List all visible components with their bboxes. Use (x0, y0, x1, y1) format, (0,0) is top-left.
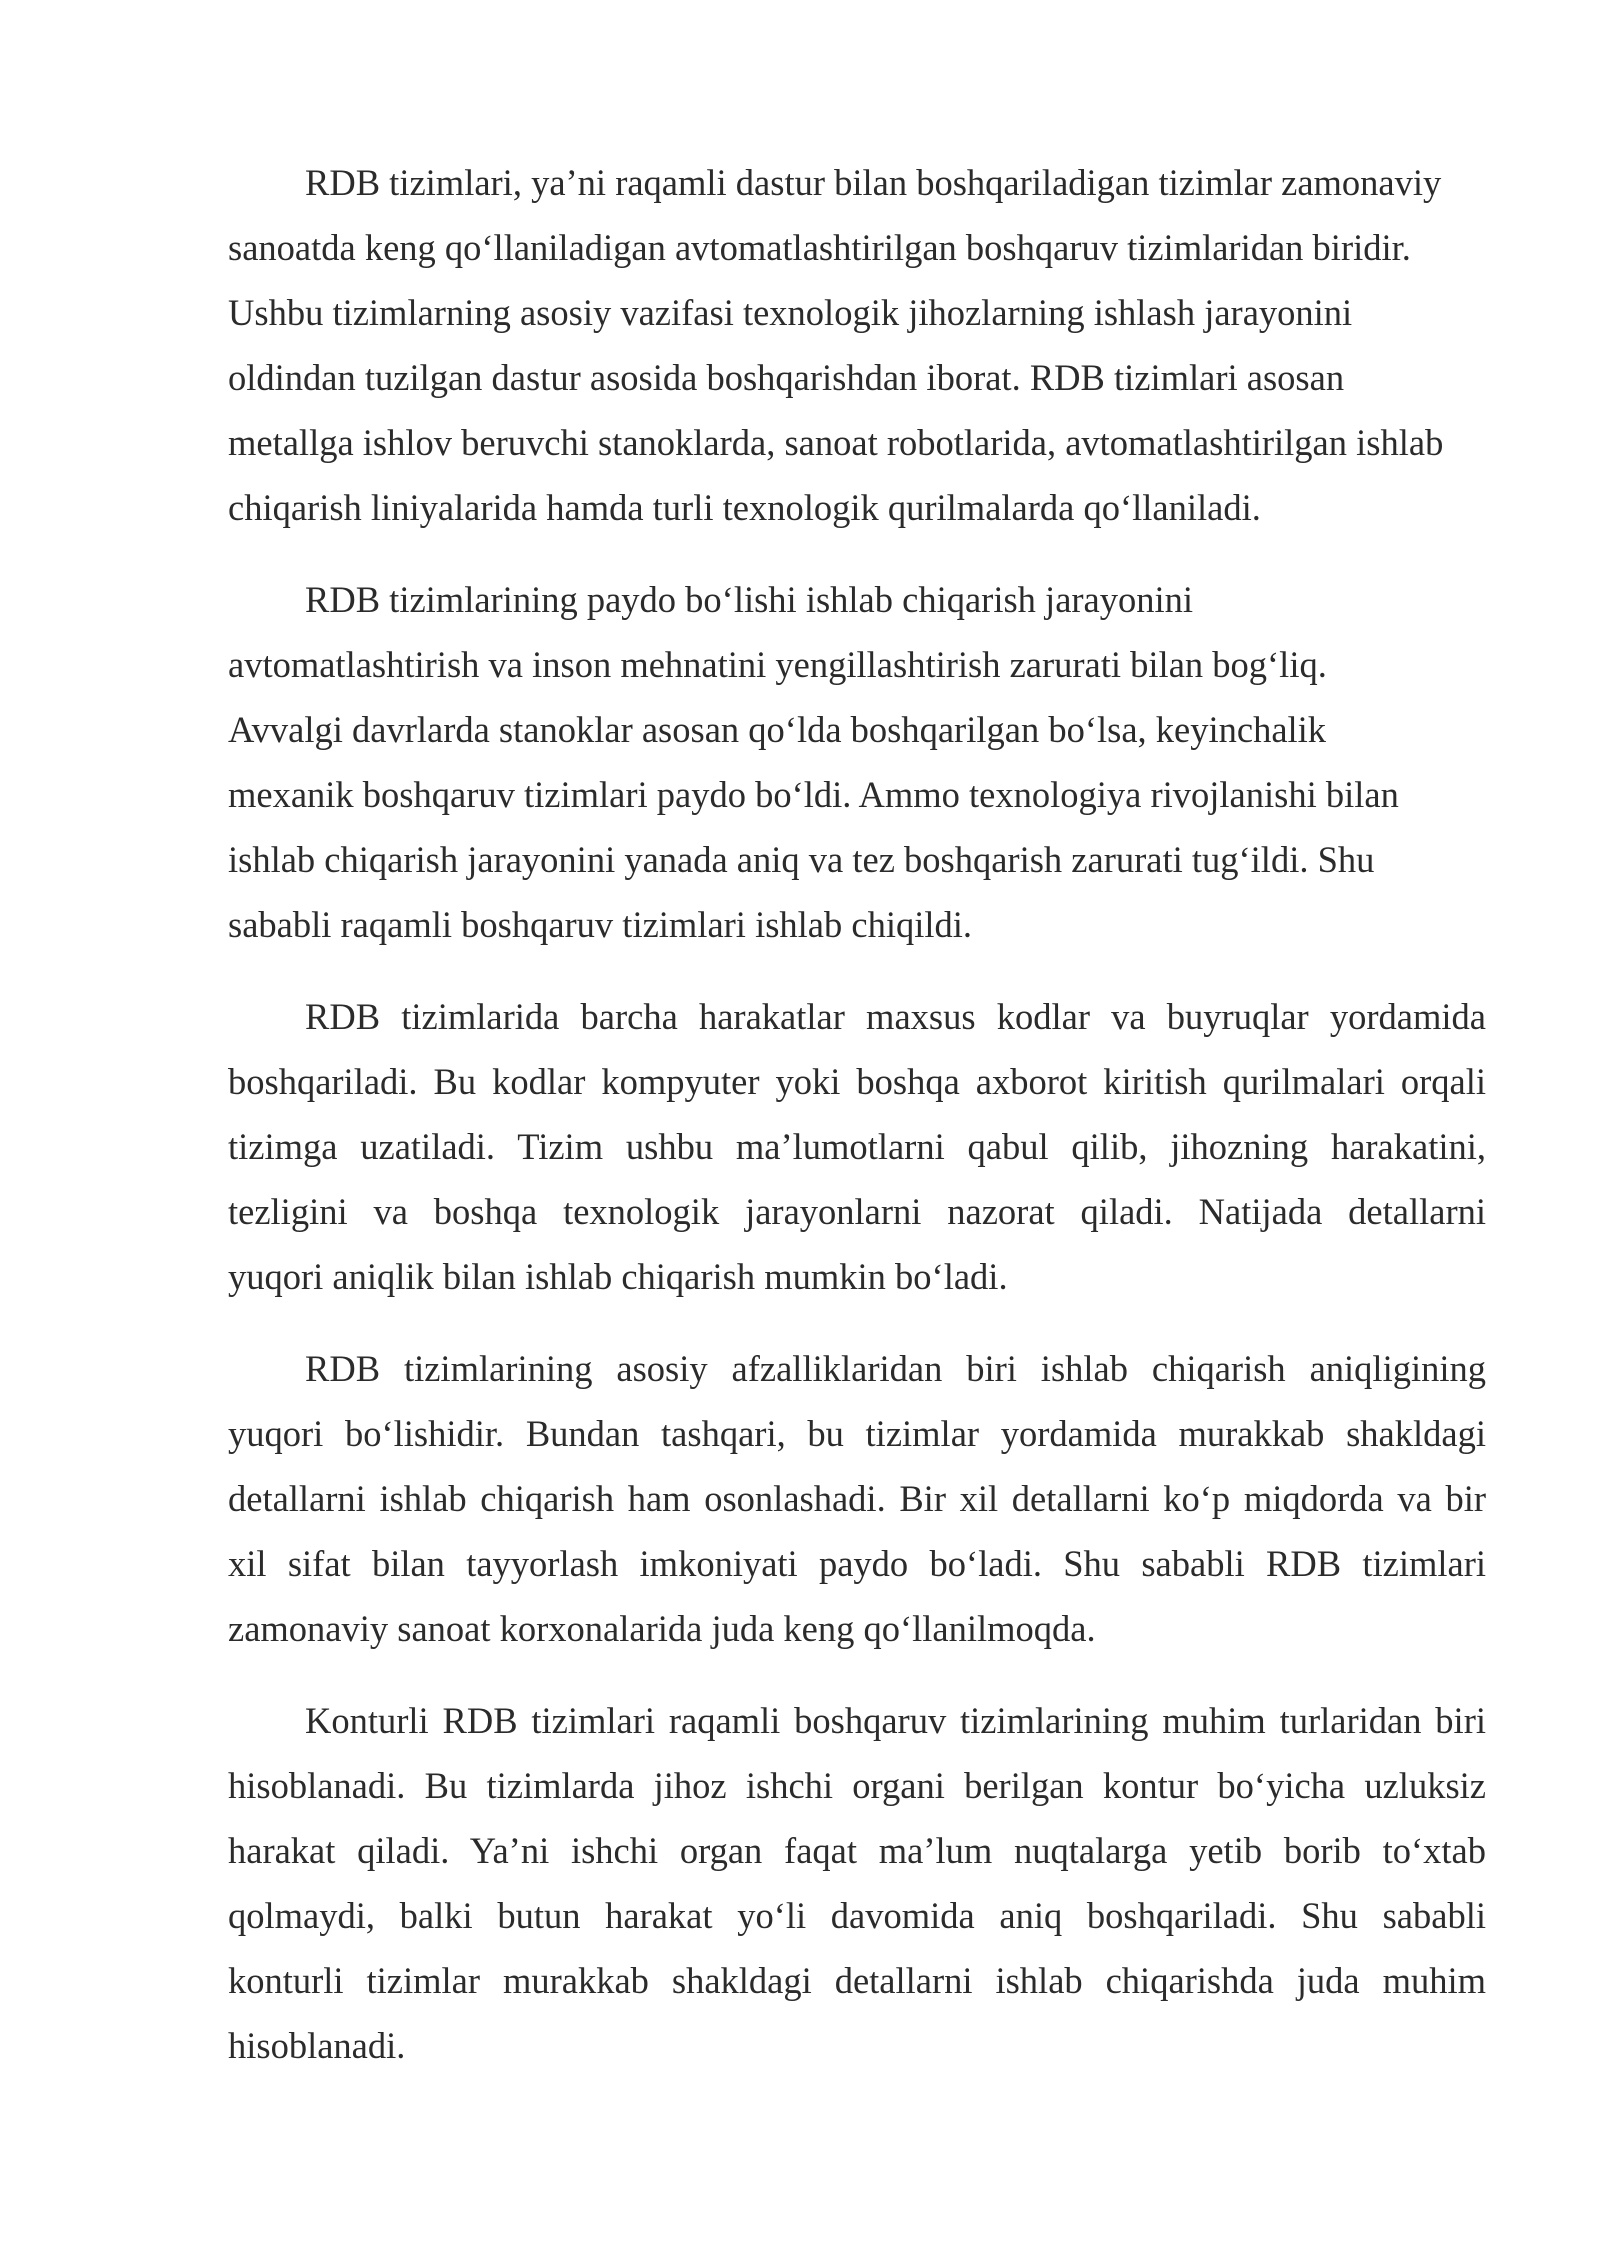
text-line: RDB tizimlari, ya’ni raqamli dastur bilan boshqariladigan tizimlar zamonaviy (305, 162, 1442, 203)
paragraph-contour-rdb (228, 1688, 1486, 2078)
paragraph-rdb-origin (228, 567, 1486, 957)
paragraph-rdb-definition (228, 150, 1486, 540)
text-line: Ushbu tizimlarning asosiy vazifasi texnologik jihozlarning ishlash jarayonini (228, 292, 1353, 333)
text-line: oldindan tuzilgan dastur asosida boshqarishdan iborat. RDB tizimlari asosan (228, 357, 1345, 398)
text-line: harakat qiladi. Ya’ni ishchi organ faqat ma’lum nuqtalarga yetib borib to‘xtab (228, 1830, 1486, 1871)
text-line: metallga ishlov beruvchi stanoklarda, sanoat robotlarida, avtomatlashtirilgan ishlab (228, 422, 1444, 463)
paragraph-rdb-control (228, 984, 1486, 1309)
text-line: hisoblanadi. Bu tizimlarda jihoz ishchi organi berilgan kontur bo‘yicha uzluksiz (228, 1765, 1486, 1806)
document-body (228, 150, 1486, 2105)
text-line: RDB tizimlarining paydo bo‘lishi ishlab chiqarish jarayonini (305, 579, 1194, 620)
text-line: RDB tizimlarida barcha harakatlar maxsus kodlar va buyruqlar yordamida (305, 996, 1486, 1037)
text-line: sanoatda keng qo‘llaniladigan avtomatlashtirilgan boshqaruv tizimlaridan biridir. (228, 227, 1411, 268)
text-line: Avvalgi davrlarda stanoklar asosan qo‘lda boshqarilgan bo‘lsa, keyinchalik (228, 709, 1327, 750)
text-line: Konturli RDB tizimlari raqamli boshqaruv tizimlarining muhim turlaridan biri (305, 1700, 1486, 1741)
text-line: detallarni ishlab chiqarish ham osonlashadi. Bir xil detallarni ko‘p miqdorda va bir (228, 1478, 1486, 1519)
text-line: tezligini va boshqa texnologik jarayonlarni nazorat qiladi. Natijada detallarni (228, 1191, 1486, 1232)
text-line: tizimga uzatiladi. Tizim ushbu ma’lumotlarni qabul qilib, jihozning harakatini, (228, 1126, 1486, 1167)
paragraph-rdb-advantages (228, 1336, 1486, 1661)
text-line: ishlab chiqarish jarayonini yanada aniq va tez boshqarish zarurati tug‘ildi. Shu (228, 839, 1375, 880)
text-line: yuqori aniqlik bilan ishlab chiqarish mumkin bo‘ladi. (228, 1256, 1008, 1297)
text-line: yuqori bo‘lishidir. Bundan tashqari, bu tizimlar yordamida murakkab shakldagi (228, 1413, 1486, 1454)
text-line: xil sifat bilan tayyorlash imkoniyati paydo bo‘ladi. Shu sababli RDB tizimlari (228, 1543, 1486, 1584)
text-line: mexanik boshqaruv tizimlari paydo bo‘ldi. Ammo texnologiya rivojlanishi bilan (228, 774, 1399, 815)
text-line: qolmaydi, balki butun harakat yo‘li davomida aniq boshqariladi. Shu sababli (228, 1895, 1486, 1936)
text-line: RDB tizimlarining asosiy afzalliklaridan biri ishlab chiqarish aniqligining (305, 1348, 1486, 1389)
text-line: boshqariladi. Bu kodlar kompyuter yoki boshqa axborot kiritish qurilmalari orqali (228, 1061, 1486, 1102)
text-line: hisoblanadi. (228, 2025, 406, 2066)
text-line: chiqarish liniyalarida hamda turli texnologik qurilmalarda qo‘llaniladi. (228, 487, 1261, 528)
text-line: avtomatlashtirish va inson mehnatini yengillashtirish zarurati bilan bog‘liq. (228, 644, 1327, 685)
text-line: zamonaviy sanoat korxonalarida juda keng qo‘llanilmoqda. (228, 1608, 1096, 1649)
text-line: konturli tizimlar murakkab shakldagi detallarni ishlab chiqarishda juda muhim (228, 1960, 1486, 2001)
text-line: sababli raqamli boshqaruv tizimlari ishlab chiqildi. (228, 904, 973, 945)
